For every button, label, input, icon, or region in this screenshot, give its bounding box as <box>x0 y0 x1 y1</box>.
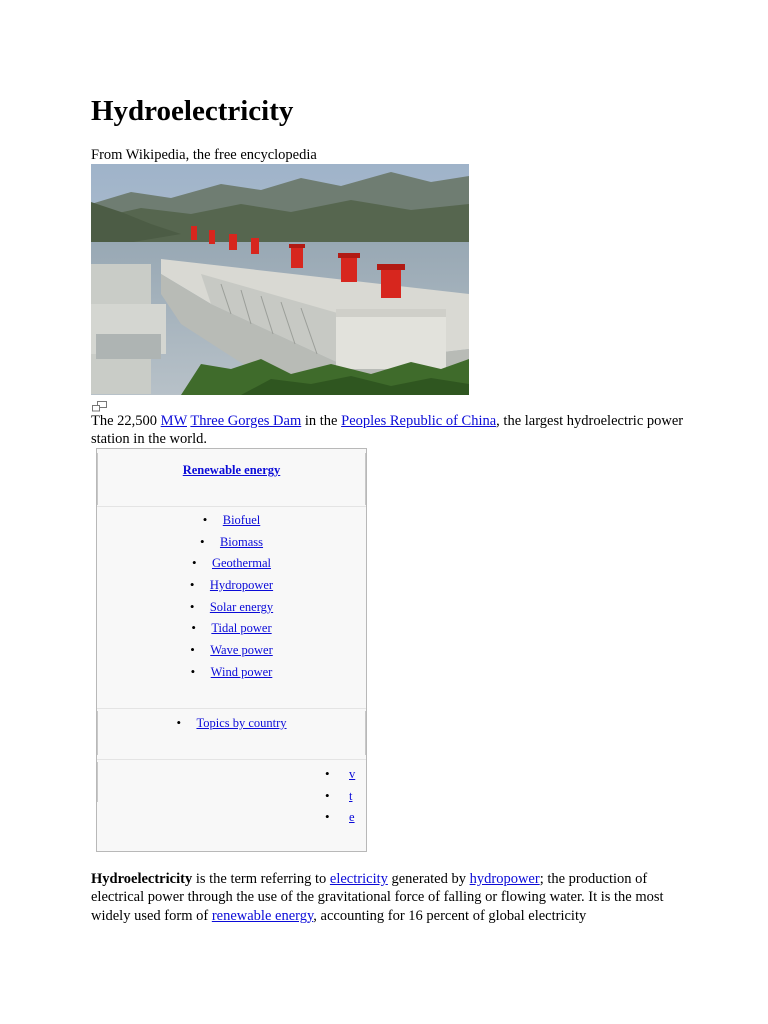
caption-text-3: , the largest hydroelectric power station in the world. <box>91 413 684 447</box>
bullet: • <box>176 715 182 730</box>
wind-power-link[interactable]: Wind power <box>210 664 273 679</box>
page-subtitle: From Wikipedia, the free encyclopedia <box>91 147 317 163</box>
bullet: • <box>191 620 196 636</box>
list-item <box>97 596 366 618</box>
list-item <box>325 763 355 785</box>
bullet: • <box>202 512 208 527</box>
list-item <box>97 661 366 683</box>
talk-template-link[interactable]: t <box>349 788 353 803</box>
caption-text-1: The 22,500 <box>91 413 161 429</box>
china-link[interactable]: Peoples Republic of China <box>341 413 497 429</box>
magnify-clip-icon[interactable] <box>92 401 107 412</box>
renewable-energy-body-link[interactable]: renewable energy <box>211 907 314 924</box>
tidal-power-link[interactable]: Tidal power <box>211 621 272 636</box>
navbox-divider <box>365 453 366 505</box>
body-text-2: generated by <box>387 871 470 887</box>
electricity-link[interactable]: electricity <box>329 871 388 887</box>
bullet: • <box>190 663 196 679</box>
biofuel-link[interactable]: Biofuel <box>222 513 261 527</box>
hydropower-nav-link[interactable]: Hydropower <box>209 578 274 593</box>
bullet: • <box>189 598 195 614</box>
navbox-topics-list <box>97 712 366 734</box>
list-item <box>97 509 366 531</box>
navbox-title <box>97 463 366 478</box>
geothermal-link[interactable]: Geothermal <box>211 556 271 571</box>
body-text-4: , accounting for 16 percent of global electricity <box>313 907 587 924</box>
navbox-separator <box>97 506 366 507</box>
bullet: • <box>190 642 195 658</box>
list-item <box>325 785 355 807</box>
wave-power-link[interactable]: Wave power <box>210 643 273 658</box>
body-text-1: is the term referring to <box>192 871 330 887</box>
bullet: • <box>191 555 197 571</box>
bullet: • <box>325 787 330 803</box>
view-template-link[interactable]: v <box>349 767 356 781</box>
navbox-separator <box>97 708 366 709</box>
intro-paragraph <box>91 870 681 925</box>
bold-term: Hydroelectricity <box>91 871 193 887</box>
list-item <box>97 712 366 734</box>
navbox-list <box>97 509 366 683</box>
navbox-divider <box>97 762 98 802</box>
mw-link[interactable]: MW <box>160 413 187 429</box>
edit-template-link[interactable]: e <box>349 810 355 825</box>
dam-photo[interactable] <box>91 164 469 395</box>
list-item <box>97 552 366 574</box>
navbox-separator <box>97 759 366 760</box>
bullet: • <box>199 533 205 549</box>
list-item <box>97 531 366 553</box>
image-caption <box>91 412 691 448</box>
biomass-link[interactable]: Biomass <box>219 534 264 549</box>
hydropower-link[interactable]: hydropower <box>469 871 540 887</box>
list-item <box>97 574 366 596</box>
caption-text-2: in the <box>301 413 342 429</box>
topics-by-country-link[interactable]: Topics by country <box>196 716 287 730</box>
body-text-3: ; the production of electrical power through the use of the gravitational force of falling or flowing water. It is the most widely used form of <box>91 871 664 924</box>
list-item <box>97 617 366 639</box>
bullet: • <box>325 766 330 781</box>
solar-energy-link[interactable]: Solar energy <box>209 599 274 614</box>
vte-list <box>325 763 355 828</box>
renewable-energy-navbox <box>96 448 367 852</box>
three-gorges-dam-link[interactable]: Three Gorges Dam <box>190 413 302 429</box>
list-item <box>325 806 355 828</box>
navbox-divider <box>97 453 98 505</box>
page-title: Hydroelectricity <box>91 95 294 127</box>
renewable-energy-link[interactable]: Renewable energy <box>182 463 281 477</box>
bullet: • <box>189 577 195 593</box>
list-item <box>97 639 366 661</box>
bullet: • <box>325 809 330 825</box>
